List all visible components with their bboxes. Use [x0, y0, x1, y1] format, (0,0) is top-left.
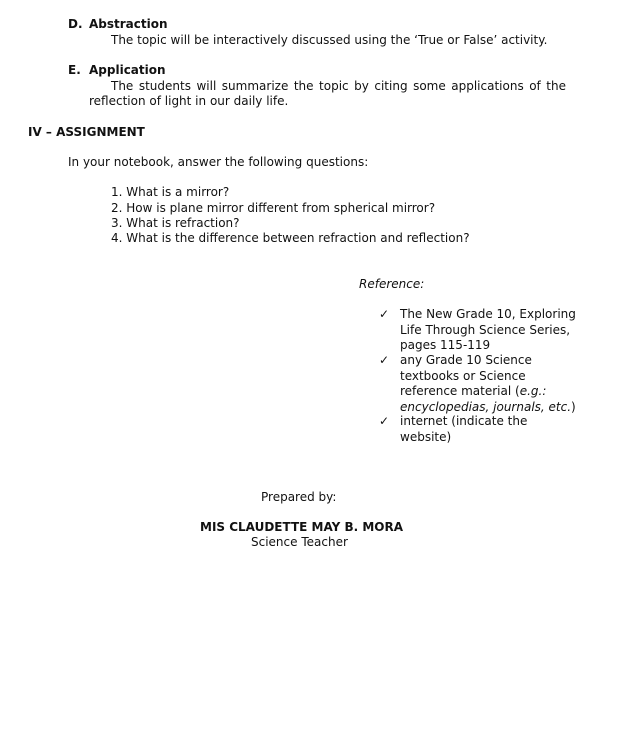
section-d-title: Abstraction [89, 17, 168, 31]
section-e-letter: E. [68, 63, 81, 77]
assignment-instruction: In your notebook, answer the following questions: [68, 155, 369, 169]
reference-text: internet (indicate the website) [400, 414, 528, 444]
question-3: 3. What is refraction? [111, 216, 240, 230]
section-e-body-line1: The students will summarize the topic by citing some applications of the [111, 79, 566, 93]
checkmark-icon: ✓ [379, 414, 390, 428]
section-e-body-line2: reflection of light in our daily life. [89, 94, 289, 108]
section-e-title: Application [89, 63, 166, 77]
question-2: 2. How is plane mirror different from spherical mirror? [111, 201, 436, 215]
prepared-by: Prepared by: [261, 490, 337, 504]
question-1: 1. What is a mirror? [111, 185, 230, 199]
checkmark-icon: ✓ [379, 353, 390, 367]
section-d-letter: D. [68, 17, 83, 31]
assignment-heading: IV – ASSIGNMENT [28, 125, 145, 139]
question-4: 4. What is the difference between refraction and reflection? [111, 231, 470, 245]
reference-label: Reference: [359, 277, 425, 291]
preparer-role: Science Teacher [251, 535, 348, 549]
checkmark-icon: ✓ [379, 307, 390, 321]
preparer-name: MIS CLAUDETTE MAY B. MORA [200, 520, 404, 534]
reference-text: any Grade 10 Science textbooks or Science reference material (e.g.: encyclopedias, journals, etc.) [400, 353, 576, 414]
reference-text: The New Grade 10, Exploring Life Through Science Series, pages 115-119 [400, 307, 576, 352]
section-d-body: The topic will be interactively discussed using the ‘True or False’ activity. [111, 33, 548, 47]
